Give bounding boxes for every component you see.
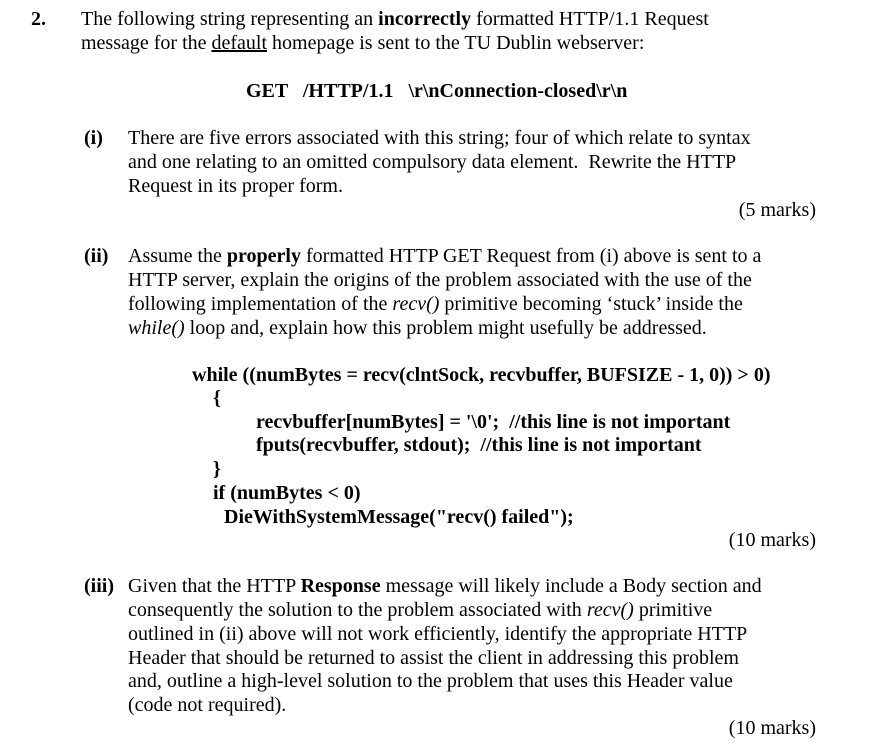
part-i-line-1: There are five errors associated with this string; four of which relate to syntax xyxy=(128,127,751,149)
part-iii-line-1: Given that the HTTP Response message will likely include a Body section and xyxy=(128,575,762,597)
code-line-4: fputs(recvbuffer, stdout); //this line is not important xyxy=(256,434,702,456)
part-iii-line-4: Header that should be returned to assist the client in addressing this problem xyxy=(128,647,739,669)
part-i-marks: (5 marks) xyxy=(738,199,816,221)
request-string: GET /HTTP/1.1 \r\nConnection-closed\r\n xyxy=(246,80,628,102)
part-iii-marks: (10 marks) xyxy=(728,717,816,739)
code-line-2: { xyxy=(213,387,221,409)
intro-line-2: message for the default homepage is sent to the TU Dublin webserver: xyxy=(81,32,645,54)
intro-line-1: The following string representing an incorrectly formatted HTTP/1.1 Request xyxy=(81,8,709,30)
part-ii-marks: (10 marks) xyxy=(728,529,816,551)
code-line-5: } xyxy=(213,458,221,480)
code-line-1: while ((numBytes = recv(clntSock, recvbuffer, BUFSIZE - 1, 0)) > 0) xyxy=(192,364,771,386)
part-ii-label: (ii) xyxy=(84,245,109,267)
part-iii-line-3: outlined in (ii) above will not work efficiently, identify the appropriate HTTP xyxy=(128,623,748,645)
part-ii-line-2: HTTP server, explain the origins of the problem associated with the use of the xyxy=(128,269,752,291)
code-line-3: recvbuffer[numBytes] = '\0'; //this line is not important xyxy=(256,411,731,433)
part-i-line-2: and one relating to an omitted compulsory data element. Rewrite the HTTP xyxy=(128,151,737,173)
part-iii-line-6: (code not required). xyxy=(128,694,287,716)
part-i-line-3: Request in its proper form. xyxy=(128,175,343,197)
part-i-label: (i) xyxy=(84,127,103,149)
code-line-7: DieWithSystemMessage("recv() failed"); xyxy=(224,506,574,528)
part-ii-line-4: while() loop and, explain how this problem might usefully be addressed. xyxy=(128,317,707,339)
code-line-6: if (numBytes < 0) xyxy=(213,482,361,504)
part-iii-line-5: and, outline a high-level solution to the problem that uses this Header value xyxy=(128,670,733,692)
question-number: 2. xyxy=(31,8,46,30)
part-ii-line-3: following implementation of the recv() primitive becoming ‘stuck’ inside the xyxy=(128,293,743,315)
part-ii-line-1: Assume the properly formatted HTTP GET Request from (i) above is sent to a xyxy=(128,245,762,267)
part-iii-label: (iii) xyxy=(84,575,114,597)
part-iii-line-2: consequently the solution to the problem associated with recv() primitive xyxy=(128,599,713,621)
